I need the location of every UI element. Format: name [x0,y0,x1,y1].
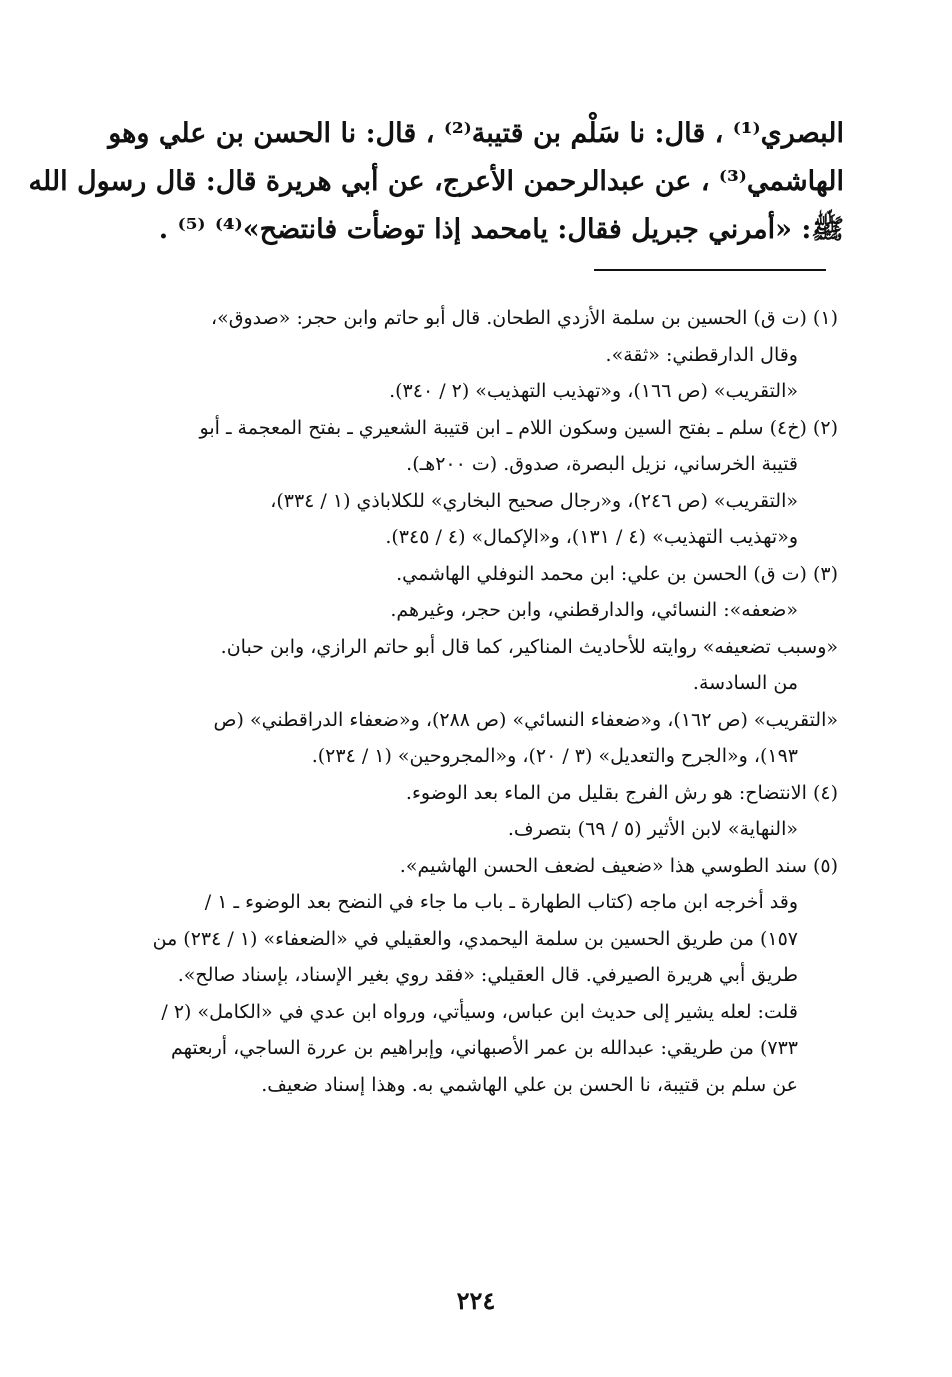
footnote-line: «ضعفه»: النسائي، والدارقطني، وابن حجر، وغيرهم. [390,599,798,621]
footnote-line: قلت: لعله يشير إلى حديث ابن عباس، وسيأتي، ورواه ابن عدي في «الكامل» (٢ / [161,1000,798,1023]
footnote-line: ١٩٣)، و«الجرح والتعديل» (٣ / ٢٠)، و«المجروحين» (١ / ٢٣٤). [311,745,798,767]
footnote-line: «التقريب» (ص ١٦٦)، و«تهذيب التهذيب» (٢ / ٣٤٠). [389,380,798,402]
footnote-1 [104,300,838,410]
footnote-line: و«تهذيب التهذيب» (٤ / ١٣١)، و«الإكمال» (٤ / ٣٤٥). [385,526,798,548]
footnote-2 [104,410,838,556]
footnote-line: «وسبب تضعيفه» روايته للأحاديث المناكير، كما قال أبو حاتم الرازي، وابن حبان. [220,635,838,658]
main-hadith-text [28,110,844,254]
footnote-line: ١٥٧) من طريق الحسين بن سلمة اليحمدي، والعقيلي في «الضعفاء» (١ / ٢٣٤) من [152,927,798,950]
footnote-line: «التقريب» (ص ٢٤٦)، و«رجال صحيح البخاري» للكلاباذي (١ / ٣٣٤)، [270,489,798,512]
footnote-line: «التقريب» (ص ١٦٢)، و«ضعفاء النسائي» (ص ٢٨٨)، و«ضعفاء الدراقطني» (ص [213,708,838,731]
footnote-3 [104,556,838,775]
main-text-line: الهاشمي⁽³⁾ ، عن عبدالرحمن الأعرج، عن أبي هريرة قال: قال رسول الله [28,166,844,197]
footnote-line: (٤) الانتضاح: هو رش الفرج بقليل من الماء بعد الوضوء. [405,781,838,804]
footnote-line: وقد أخرجه ابن ماجه (كتاب الطهارة ـ باب ما جاء في النضح بعد الوضوء ـ ١ / [204,891,798,913]
footnote-line: من السادسة. [692,672,798,694]
footnote-line: قتيبة الخرساني، نزيل البصرة، صدوق. (ت ٢٠٠هـ). [406,453,798,475]
footnote-4 [104,775,838,848]
footnote-line: «النهاية» لابن الأثير (٥ / ٦٩) بتصرف. [507,818,798,840]
footnote-line: طريق أبي هريرة الصيرفي. قال العقيلي: «فقد روي بغير الإسناد، بإسناد صالح». [177,964,798,986]
footnote-line: ٧٣٣) من طريقي: عبدالله بن عمر الأصبهاني، وإبراهيم بن عررة الساجي، أربعتهم [171,1037,798,1059]
footnote-line: عن سلم بن قتيبة، نا الحسن بن علي الهاشمي به. وهذا إسناد ضعيف. [261,1073,798,1096]
footnote-line: (٣) (ت ق) الحسن بن علي: ابن محمد النوفلي الهاشمي. [396,562,838,585]
footnotes-section [104,300,838,1103]
main-text-line: ﷺ: «أمرني جبريل فقال: يامحمد إذا توضأت فانتضح»⁽⁴⁾ ⁽⁵⁾ . [158,214,844,245]
footnote-line: (١) (ت ق) الحسين بن سلمة الأزدي الطحان. قال أبو حاتم وابن حجر: «صدوق»، [211,307,838,329]
footnote-line: وقال الدارقطني: «ثقة». [605,343,798,366]
footnote-line: (٢) (خ٤) سلم ـ بفتح السين وسكون اللام ـ ابن قتيبة الشعيري ـ بفتح المعجمة ـ أبو [199,416,838,439]
footnote-5 [104,848,838,1104]
main-text-line: البصري⁽¹⁾ ، قال: نا سَلْم بن قتيبة⁽²⁾ ، قال: نا الحسن بن علي وهو [108,118,844,149]
footnote-divider [594,269,826,271]
page-number: ٢٢٤ [456,1286,496,1315]
footnote-line: (٥) سند الطوسي هذا «ضعيف لضعف الحسن الهاشيم». [399,854,838,877]
